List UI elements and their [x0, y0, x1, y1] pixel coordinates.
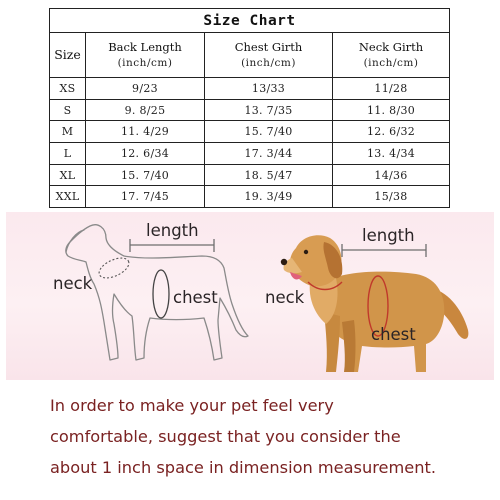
- note-line: In order to make your pet feel very: [50, 396, 334, 415]
- size-cell: XXL: [50, 186, 86, 208]
- chest-girth-cell: 18. 5/47: [205, 164, 333, 186]
- back-length-cell: 9. 8/25: [86, 99, 205, 121]
- column-label: Size: [54, 47, 81, 62]
- size-cell: XS: [50, 78, 86, 100]
- size-cell: L: [50, 143, 86, 165]
- length-line-photo: [342, 244, 426, 257]
- size-chart-title: Size Chart: [50, 9, 450, 33]
- neck-label-outline: neck: [53, 274, 93, 293]
- column-unit: (inch/cm): [117, 57, 173, 69]
- neck-girth-cell: 15/38: [333, 186, 450, 208]
- size-cell: XL: [50, 164, 86, 186]
- dog-photo-illustration: [281, 235, 469, 372]
- neck-measure-ring-outline: [96, 254, 132, 282]
- neck-girth-cell: 14/36: [333, 164, 450, 186]
- table-row: [50, 164, 450, 186]
- chest-girth-cell: 17. 3/44: [205, 143, 333, 165]
- table-row: [50, 78, 450, 100]
- column-header-chest-girth: [205, 33, 333, 78]
- measurement-diagram-svg: [6, 212, 494, 380]
- length-label-photo: length: [362, 226, 415, 245]
- neck-girth-cell: 11/28: [333, 78, 450, 100]
- table-row: [50, 143, 450, 165]
- note-line: comfortable, suggest that you consider the: [50, 427, 401, 446]
- chest-girth-cell: 19. 3/49: [205, 186, 333, 208]
- column-header-back-length: [86, 33, 205, 78]
- dog-outline-ear: [66, 230, 84, 252]
- chest-label-photo: chest: [371, 325, 416, 344]
- column-label: Chest Girth: [234, 40, 303, 54]
- table-row: [50, 99, 450, 121]
- back-length-cell: 9/23: [86, 78, 205, 100]
- neck-girth-cell: 11. 8/30: [333, 99, 450, 121]
- size-cell: M: [50, 121, 86, 143]
- sizing-note: [50, 390, 490, 483]
- chest-girth-cell: 15. 7/40: [205, 121, 333, 143]
- chest-measure-ring-outline: [153, 270, 169, 318]
- neck-label-photo: neck: [265, 288, 305, 307]
- chest-girth-cell: 13. 7/35: [205, 99, 333, 121]
- neck-girth-cell: 13. 4/34: [333, 143, 450, 165]
- length-line-outline: [130, 239, 214, 252]
- back-length-cell: 15. 7/40: [86, 164, 205, 186]
- back-length-cell: 11. 4/29: [86, 121, 205, 143]
- column-header-neck-girth: [333, 33, 450, 78]
- column-header-size: [50, 33, 86, 78]
- column-label: Back Length: [108, 40, 182, 54]
- chest-label-outline: chest: [173, 288, 218, 307]
- table-row: [50, 121, 450, 143]
- measurement-diagram-panel: [6, 212, 494, 380]
- note-line: about 1 inch space in dimension measurement.: [50, 458, 436, 477]
- table-row: [50, 186, 450, 208]
- length-label-outline: length: [146, 221, 199, 240]
- back-length-cell: 12. 6/34: [86, 143, 205, 165]
- column-unit: (inch/cm): [363, 57, 419, 69]
- chest-girth-cell: 13/33: [205, 78, 333, 100]
- column-unit: (inch/cm): [241, 57, 296, 69]
- neck-girth-cell: 12. 6/32: [333, 121, 450, 143]
- size-cell: S: [50, 99, 86, 121]
- back-length-cell: 17. 7/45: [86, 186, 205, 208]
- size-chart-table: [49, 8, 450, 208]
- column-label: Neck Girth: [358, 40, 424, 54]
